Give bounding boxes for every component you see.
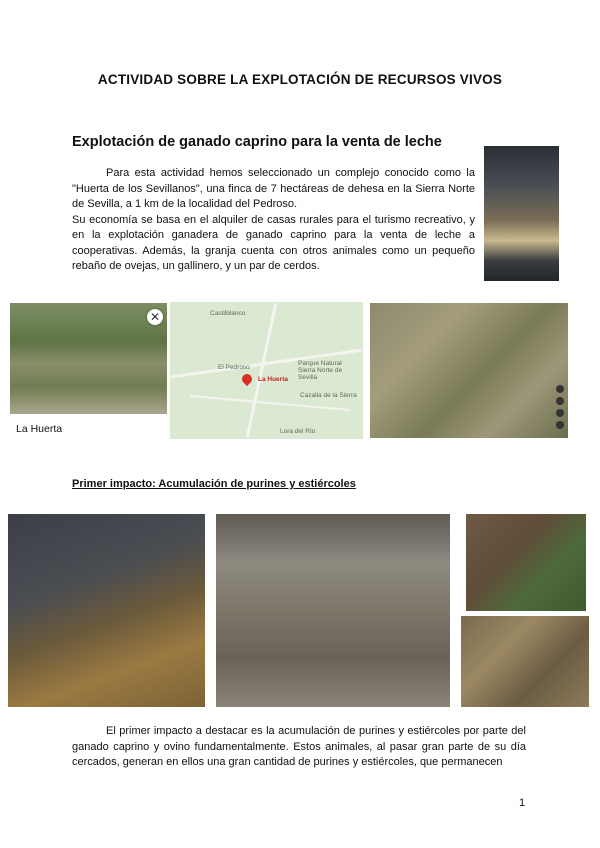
close-icon[interactable]: ✕ xyxy=(147,309,163,325)
zoom-out-icon[interactable] xyxy=(556,397,564,405)
page-number: 1 xyxy=(519,797,526,809)
document-title: ACTIVIDAD SOBRE LA EXPLOTACIÓN DE RECURSOS VIVOS xyxy=(97,72,503,87)
milking-room-photo xyxy=(484,146,559,281)
dung-photo xyxy=(461,616,589,707)
map-pin-label: La Huerta xyxy=(258,376,288,383)
map-label-el-pedroso: El Pedroso xyxy=(218,364,250,371)
photo-caption: La Huerta xyxy=(16,423,63,435)
zoom-in-icon[interactable] xyxy=(556,385,564,393)
map-label-cazalla: Cazalla de la Sierra xyxy=(300,392,357,399)
section-title: Explotación de ganado caprino para la venta de leche xyxy=(72,134,442,150)
map-pin-icon xyxy=(240,372,254,386)
aerial-farm-photo xyxy=(10,303,167,414)
compass-icon[interactable] xyxy=(556,421,564,429)
map-label-lora: Lora del Río xyxy=(280,428,316,435)
satellite-photo[interactable] xyxy=(370,303,568,438)
intro-paragraph-a: Para esta actividad hemos seleccionado un complejo conocido como la "Huerta de los Sevillanos", una finca de 7 hectáreas de dehesa en la Sierra Norte de Sevilla, a 1 km de la localidad del Pedroso. xyxy=(72,167,475,210)
intro-paragraph xyxy=(72,166,475,275)
goats-pen-photo xyxy=(216,514,450,707)
plant-ground-photo xyxy=(466,514,586,611)
impact-title: Primer impacto: Acumulación de purines y estiércoles xyxy=(72,478,356,490)
intro-paragraph-b: Su economía se basa en el alquiler de casas rurales para el turismo recreativo, y en la explotación ganadera de ganado caprino para la venta de leche a cooperativas. Además, la granja cuenta con otros animales como un pequeño rebaño de ovejas, un gallinero, y un par de cerdos. xyxy=(72,213,475,272)
map-label-parque: Parque Natural Sierra Norte de Sevilla xyxy=(298,360,343,381)
impact-paragraph: El primer impacto a destacar es la acumulación de purines y estiércoles por parte del ganado caprino y ovino fundamentalmente. Estos animales, al pasar gran parte de su día cercados, generan en ellos una gran cantidad de purines y estiércoles, que permanecen xyxy=(72,725,526,768)
map-label-castilblanco: Castilblanco xyxy=(210,310,246,317)
location-map[interactable] xyxy=(170,302,363,439)
muddy-ground-photo xyxy=(8,514,205,707)
rotate-icon[interactable] xyxy=(556,409,564,417)
